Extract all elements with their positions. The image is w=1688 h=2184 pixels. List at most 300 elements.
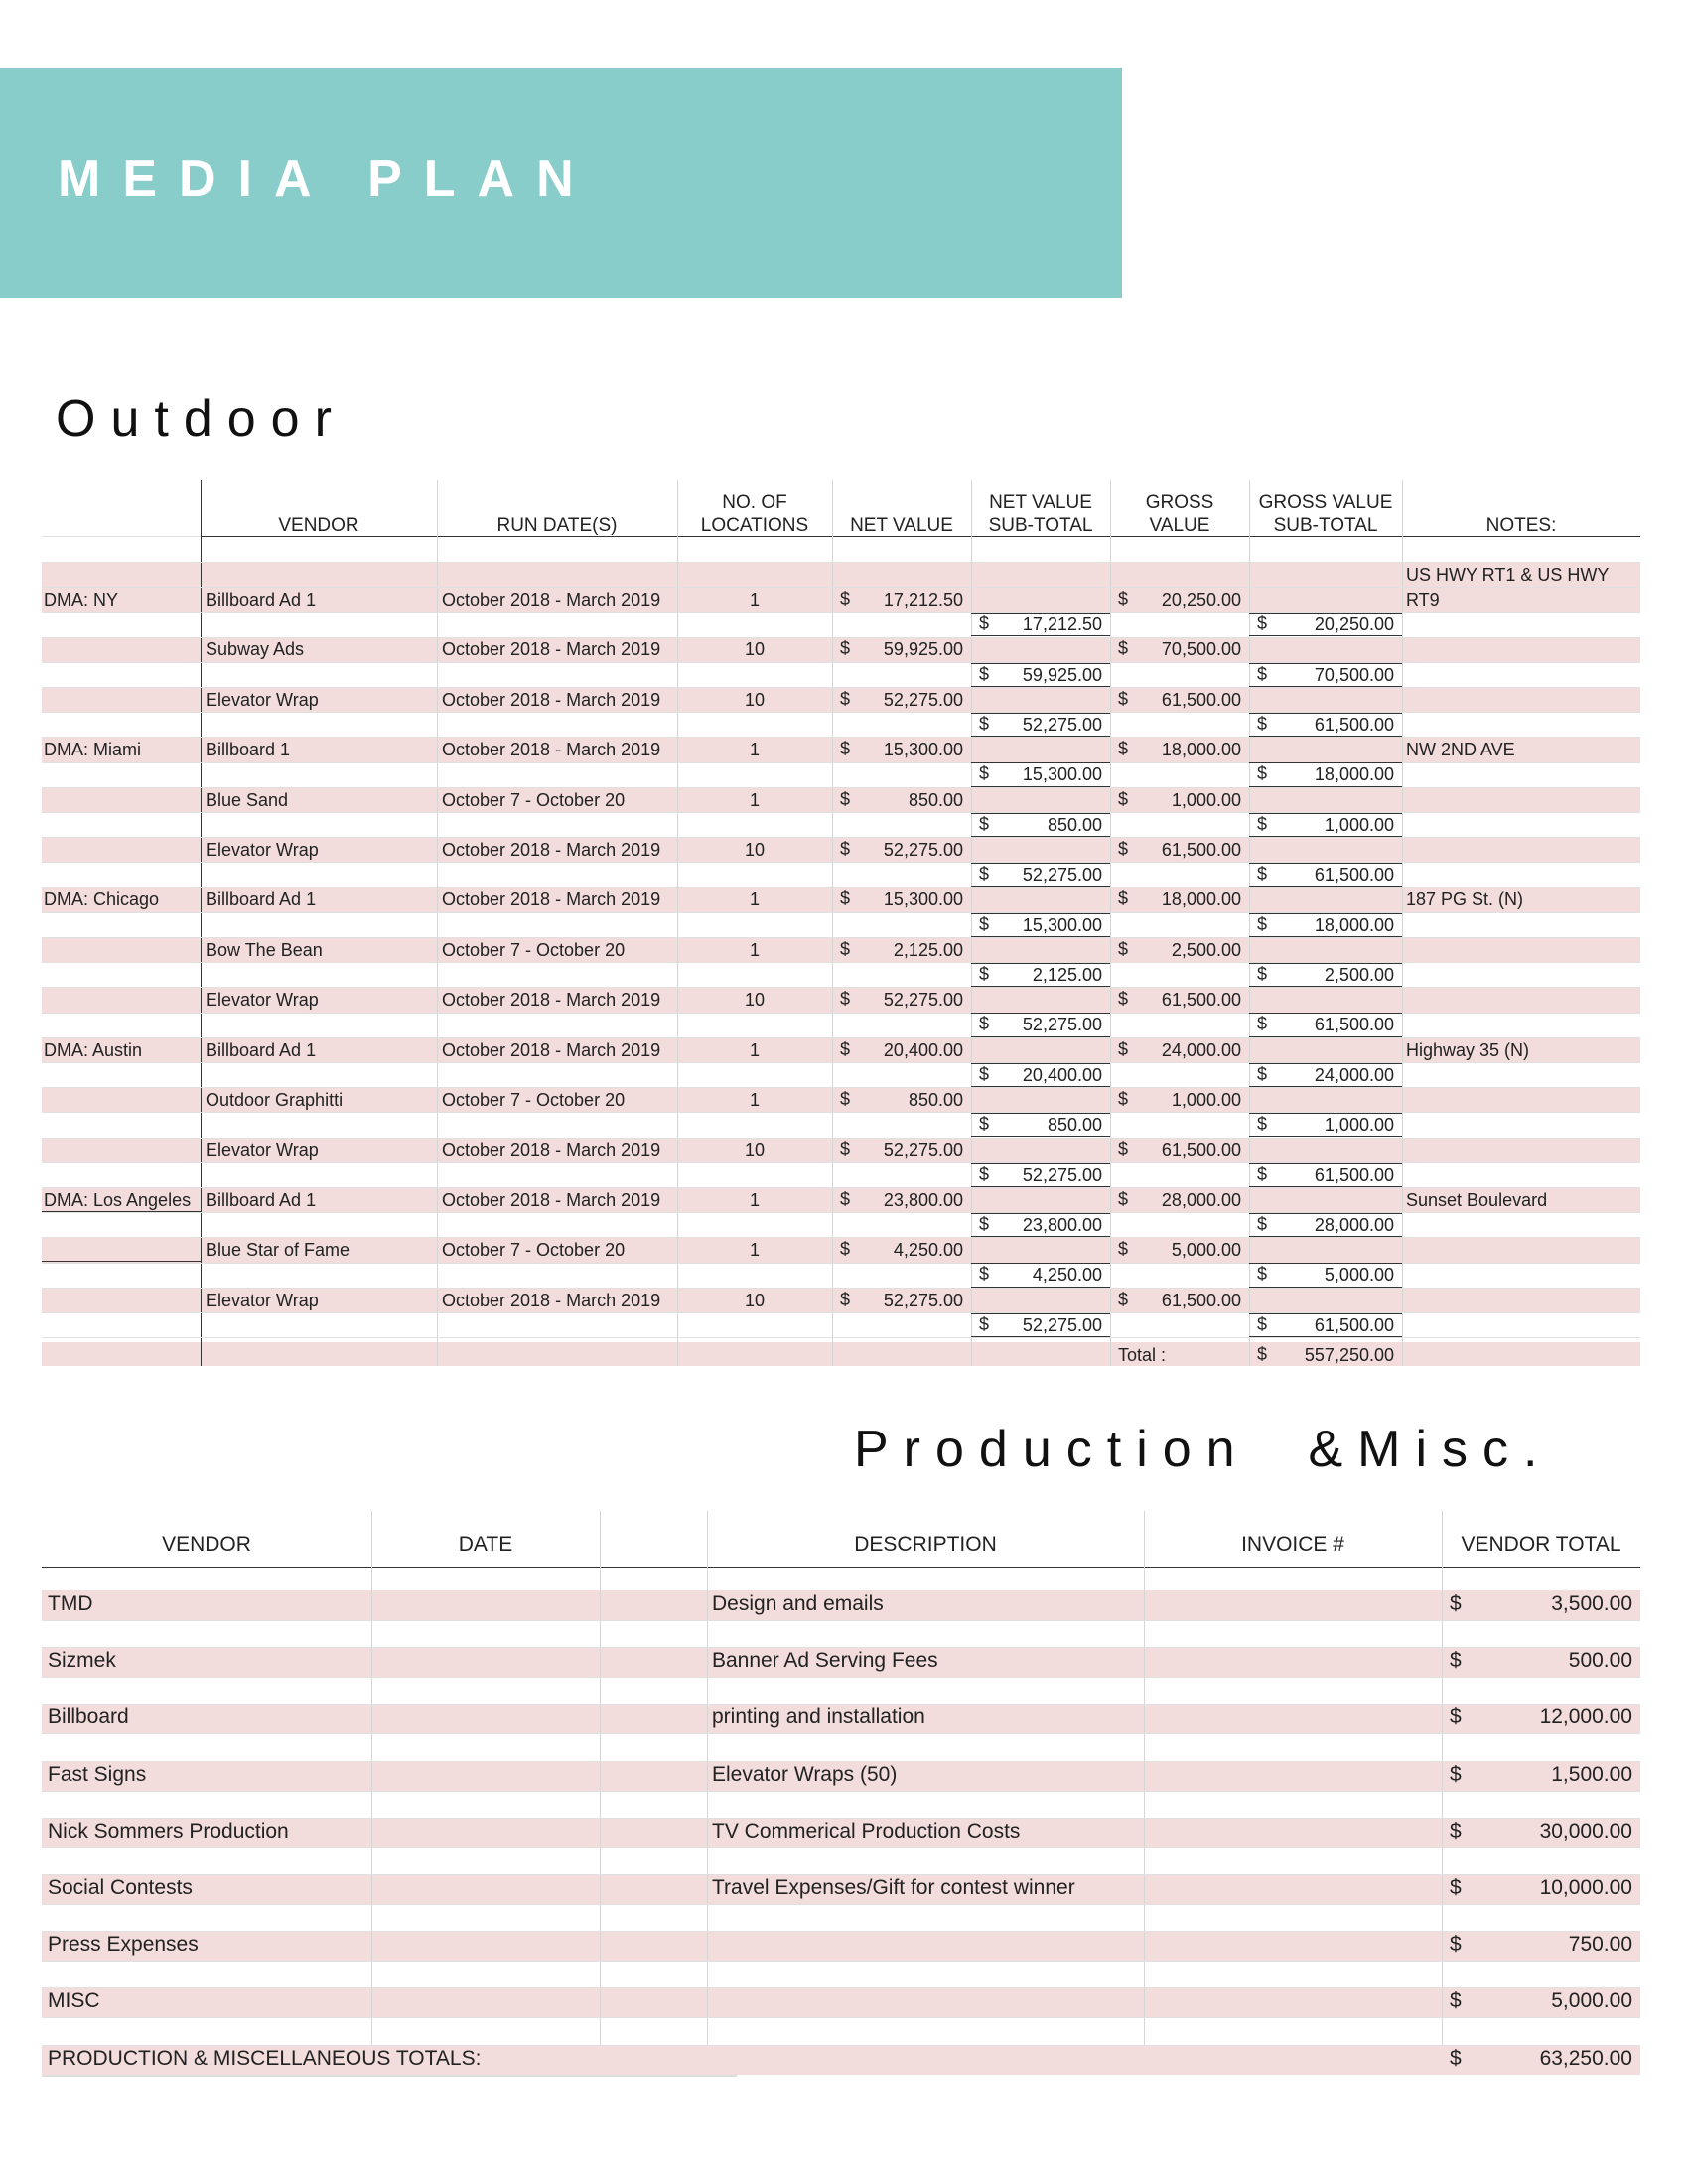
net-sub-currency: $ [979,1114,990,1135]
prod-vendor-total: 1,500.00 [1551,1762,1632,1786]
run-dates: October 7 - October 20 [442,789,626,810]
prod-description: Travel Expenses/Gift for contest winner [712,1876,1075,1899]
gross-subtotal-box [1249,613,1402,614]
net-subtotal-box [971,813,1110,814]
run-dates: October 2018 - March 2019 [442,990,661,1011]
gross-subtotal-underline [1249,986,1402,987]
gross-value: 61,500.00 [1161,689,1241,710]
location-count: 10 [744,689,766,710]
location-count: 1 [749,740,760,760]
prod-vendor: Fast Signs [48,1762,147,1786]
gross-subtotal-underline [1249,886,1402,887]
net-value: 52,275.00 [883,1140,963,1160]
prod-totals-currency: $ [1450,2046,1462,2070]
gross-sub-currency: $ [1257,1163,1268,1184]
header-notes: NOTES: [1485,515,1557,536]
prod-vendor: TMD [48,1592,93,1615]
gross-subtotal: 61,500.00 [1314,1314,1394,1335]
net-currency: $ [840,638,851,659]
gross-sub-currency: $ [1257,1014,1268,1034]
dma-underline [42,1211,201,1212]
gross-subtotal-underline [1249,1236,1402,1237]
prod-row-divider [42,1961,1640,1962]
prod-vendor: Billboard [48,1706,129,1729]
gross-value: 61,500.00 [1161,990,1241,1011]
net-sub-currency: $ [979,964,990,984]
gross-subtotal-underline [1249,936,1402,937]
net-value: 850.00 [908,1090,963,1110]
total-currency: $ [1257,1344,1268,1364]
location-count: 10 [744,1290,766,1310]
row-divider [42,562,1640,563]
gross-subtotal-box [1249,663,1402,664]
net-value: 850.00 [908,789,963,810]
gross-subtotal-box [1249,1063,1402,1064]
gross-value: 61,500.00 [1161,1140,1241,1160]
header-prod-vendor-total: VENDOR TOTAL [1461,1533,1621,1556]
gross-subtotal-underline [1249,635,1402,636]
run-dates: October 7 - October 20 [442,1240,626,1261]
net-sub-currency: $ [979,1014,990,1034]
header-gross-subtotal [1249,491,1402,537]
header-divider [42,536,201,537]
prod-vendor-total: 10,000.00 [1539,1876,1632,1899]
net-currency: $ [840,1038,851,1059]
gross-currency: $ [1118,888,1129,909]
prod-row-divider [42,1791,1640,1792]
net-currency: $ [840,1289,851,1309]
gross-subtotal: 1,000.00 [1324,1115,1394,1136]
vendor-name: Bow The Bean [206,939,323,960]
gross-sub-currency: $ [1257,1063,1268,1084]
net-subtotal: 23,800.00 [1022,1215,1102,1235]
gross-subtotal-underline [1249,1186,1402,1187]
dma-label: DMA: Chicago [44,889,160,910]
dma-label: DMA: Los Angeles [44,1189,192,1210]
vendor-name: Outdoor Graphitti [206,1090,344,1110]
gross-currency: $ [1118,1038,1129,1059]
header-prod-date: DATE [458,1533,513,1556]
column-divider [1402,480,1403,1366]
run-dates: October 2018 - March 2019 [442,639,661,660]
net-sub-currency: $ [979,813,990,834]
header-prod-invoice: INVOICE # [1241,1533,1344,1556]
vendor-name: Billboard Ad 1 [206,1039,317,1060]
run-dates: October 2018 - March 2019 [442,1290,661,1310]
run-dates: October 7 - October 20 [442,939,626,960]
gross-sub-currency: $ [1257,1214,1268,1234]
net-subtotal: 52,275.00 [1022,1015,1102,1035]
net-subtotal-underline [971,1336,1110,1337]
notes: NW 2ND AVE [1406,740,1515,760]
header-prod-vendor: VENDOR [162,1533,251,1556]
header-net-subtotal [971,491,1110,537]
gross-subtotal-box [1249,1163,1402,1164]
net-subtotal-box [971,762,1110,763]
net-value: 59,925.00 [883,639,963,660]
net-value: 52,275.00 [883,1290,963,1310]
prod-row-divider [42,1704,1640,1705]
prod-row-divider [42,1847,1640,1848]
gross-subtotal: 61,500.00 [1314,865,1394,886]
net-value: 4,250.00 [893,1240,963,1261]
total-label: Total : [1118,1345,1167,1365]
header-run-dates: RUN DATE(S) [496,515,618,536]
gross-sub-currency: $ [1257,614,1268,634]
net-subtotal-underline [971,936,1110,937]
vendor-name: Elevator Wrap [206,689,319,710]
run-dates: October 2018 - March 2019 [442,590,661,610]
gross-subtotal: 28,000.00 [1314,1215,1394,1235]
net-subtotal-underline [971,1236,1110,1237]
location-count: 1 [749,1090,760,1110]
net-sub-currency: $ [979,1214,990,1234]
notes-line2: RT9 [1406,590,1440,610]
run-dates: October 2018 - March 2019 [442,840,661,860]
net-subtotal-underline [971,1287,1110,1288]
net-currency: $ [840,688,851,709]
prod-row-divider [42,1620,1640,1621]
header-gross-l2: VALUE [1149,515,1210,536]
vendor-name: Blue Sand [206,789,289,810]
gross-currency: $ [1118,1239,1129,1260]
header-locations-l1: NO. OF [722,492,787,513]
notes: US HWY RT1 & US HWY [1406,565,1610,585]
net-sub-currency: $ [979,763,990,784]
header-locations [677,491,832,537]
prod-vendor-total: 750.00 [1568,1933,1632,1957]
gross-subtotal: 20,250.00 [1314,614,1394,635]
net-subtotal-box [971,1113,1110,1114]
gross-subtotal-box [1249,863,1402,864]
net-subtotal-underline [971,886,1110,887]
production-heading: Production &Misc. [854,1421,1553,1478]
prod-vendor: Nick Sommers Production [48,1819,289,1843]
run-dates: October 2018 - March 2019 [442,689,661,710]
net-subtotal: 20,400.00 [1022,1064,1102,1085]
gross-subtotal-underline [1249,786,1402,787]
gross-value: 61,500.00 [1161,1290,1241,1310]
prod-description: Banner Ad Serving Fees [712,1649,938,1673]
gross-currency: $ [1118,1139,1129,1160]
location-count: 1 [749,889,760,910]
net-subtotal-box [971,663,1110,664]
location-count: 10 [744,990,766,1011]
prod-currency: $ [1450,1933,1462,1957]
gross-subtotal-box [1249,813,1402,814]
prod-row-divider [42,1987,1640,1988]
dma-label: DMA: NY [44,590,119,610]
prod-description: printing and installation [712,1706,925,1729]
prod-row-divider [42,1818,1640,1819]
prod-description: TV Commerical Production Costs [712,1819,1021,1843]
net-sub-currency: $ [979,1063,990,1084]
net-sub-currency: $ [979,714,990,734]
header-prod-description: DESCRIPTION [854,1533,997,1556]
gross-currency: $ [1118,788,1129,809]
gross-subtotal-underline [1249,1336,1402,1337]
gross-value: 5,000.00 [1171,1240,1241,1261]
gross-currency: $ [1118,839,1129,859]
header-gross-sub-l2: SUB-TOTAL [1273,515,1378,536]
net-subtotal-box [971,1313,1110,1314]
location-count: 1 [749,939,760,960]
net-subtotal: 4,250.00 [1032,1265,1102,1286]
prod-currency: $ [1450,1989,1462,2013]
vendor-name: Elevator Wrap [206,840,319,860]
notes: Highway 35 (N) [1406,1039,1530,1060]
net-subtotal: 52,275.00 [1022,1314,1102,1335]
prod-column-divider [600,1511,601,2045]
net-subtotal-box [971,1013,1110,1014]
run-dates: October 2018 - March 2019 [442,1140,661,1160]
gross-subtotal: 2,500.00 [1324,965,1394,985]
net-currency: $ [840,888,851,909]
prod-column-divider [371,1511,372,2045]
net-subtotal: 15,300.00 [1022,764,1102,785]
prod-row-divider [42,1733,1640,1734]
gross-value: 61,500.00 [1161,840,1241,860]
gross-subtotal: 61,500.00 [1314,715,1394,735]
prod-vendor: Sizmek [48,1649,116,1673]
prod-vendor-total: 3,500.00 [1551,1592,1632,1615]
prod-column-divider [707,1511,708,2045]
gross-sub-currency: $ [1257,714,1268,734]
prod-description: Elevator Wraps (50) [712,1762,898,1786]
gross-subtotal-underline [1249,1036,1402,1037]
net-subtotal-underline [971,1186,1110,1187]
gross-currency: $ [1118,938,1129,959]
gross-sub-currency: $ [1257,913,1268,934]
header-net-sub-l1: NET VALUE [989,492,1092,513]
vendor-name: Elevator Wrap [206,990,319,1011]
net-subtotal: 850.00 [1047,814,1102,835]
gross-sub-currency: $ [1257,964,1268,984]
vendor-name: Billboard Ad 1 [206,590,317,610]
net-value: 52,275.00 [883,689,963,710]
net-subtotal-underline [971,736,1110,737]
gross-sub-currency: $ [1257,813,1268,834]
location-count: 1 [749,1189,760,1210]
net-currency: $ [840,739,851,759]
net-value: 17,212.50 [883,590,963,610]
column-divider [201,480,202,1366]
gross-value: 2,500.00 [1171,939,1241,960]
gross-subtotal: 5,000.00 [1324,1265,1394,1286]
net-subtotal-box [971,1163,1110,1164]
vendor-name: Elevator Wrap [206,1290,319,1310]
net-currency: $ [840,1239,851,1260]
dma-underline-2 [42,1261,201,1262]
header-underline [201,536,1640,537]
gross-currency: $ [1118,1188,1129,1209]
prod-row-divider [42,1874,1640,1875]
gross-value: 18,000.00 [1161,740,1241,760]
total-band [42,1342,1640,1366]
net-value: 20,400.00 [883,1039,963,1060]
net-subtotal-box [971,1063,1110,1064]
gross-subtotal: 24,000.00 [1314,1064,1394,1085]
notes: 187 PG St. (N) [1406,889,1524,910]
gross-subtotal-box [1249,913,1402,914]
net-subtotal-underline [971,786,1110,787]
location-count: 10 [744,639,766,660]
prod-header-underline [42,1567,1640,1568]
net-subtotal: 59,925.00 [1022,664,1102,685]
location-count: 1 [749,1240,760,1261]
net-subtotal: 15,300.00 [1022,914,1102,935]
dma-label: DMA: Miami [44,740,141,760]
dma-label: DMA: Austin [44,1039,143,1060]
net-subtotal-box [971,863,1110,864]
gross-currency: $ [1118,688,1129,709]
gross-value: 1,000.00 [1171,1090,1241,1110]
prod-totals-value: 63,250.00 [1539,2046,1632,2070]
gross-subtotal-underline [1249,1086,1402,1087]
header-net-sub-l2: SUB-TOTAL [988,515,1093,536]
location-count: 1 [749,1039,760,1060]
total-value: 557,250.00 [1304,1345,1394,1365]
net-sub-currency: $ [979,1313,990,1334]
gross-sub-currency: $ [1257,864,1268,885]
net-sub-currency: $ [979,614,990,634]
column-divider [437,480,438,1366]
prod-row-band [42,1987,1640,2017]
prod-row-divider [42,1904,1640,1905]
gross-subtotal-box [1249,1213,1402,1214]
location-count: 10 [744,1140,766,1160]
net-currency: $ [840,989,851,1010]
net-subtotal-underline [971,836,1110,837]
gross-subtotal: 61,500.00 [1314,1164,1394,1185]
vendor-name: Elevator Wrap [206,1140,319,1160]
vendor-name: Subway Ads [206,639,305,660]
run-dates: October 7 - October 20 [442,1090,626,1110]
production-table [42,1511,1640,2077]
net-subtotal-box [971,713,1110,714]
location-count: 10 [744,840,766,860]
run-dates: October 2018 - March 2019 [442,889,661,910]
net-subtotal-box [971,913,1110,914]
gross-subtotal-box [1249,1313,1402,1314]
net-subtotal: 2,125.00 [1032,965,1102,985]
column-divider [677,480,678,1366]
net-subtotal-underline [971,986,1110,987]
net-currency: $ [840,1139,851,1160]
prod-vendor-total: 12,000.00 [1539,1706,1632,1729]
net-currency: $ [840,1089,851,1109]
gross-subtotal-box [1249,963,1402,964]
net-currency: $ [840,1188,851,1209]
gross-currency: $ [1118,1289,1129,1309]
gross-subtotal-underline [1249,1136,1402,1137]
net-subtotal: 52,275.00 [1022,1164,1102,1185]
vendor-name: Blue Star of Fame [206,1240,351,1261]
net-sub-currency: $ [979,663,990,684]
prod-vendor: Social Contests [48,1876,193,1899]
gross-subtotal-underline [1249,1287,1402,1288]
column-divider [1110,480,1111,1366]
net-subtotal: 52,275.00 [1022,865,1102,886]
gross-subtotal: 18,000.00 [1314,764,1394,785]
header-vendor: VENDOR [278,515,359,536]
gross-subtotal-box [1249,1113,1402,1114]
column-divider [832,480,833,1366]
gross-currency: $ [1118,589,1129,609]
gross-currency: $ [1118,739,1129,759]
prod-vendor-total: 30,000.00 [1539,1819,1632,1843]
prod-currency: $ [1450,1592,1462,1615]
prod-description: Design and emails [712,1592,884,1615]
net-subtotal: 17,212.50 [1022,614,1102,635]
net-value: 15,300.00 [883,740,963,760]
page-title: MEDIA PLAN [58,150,596,207]
prod-vendor-total: 500.00 [1568,1649,1632,1673]
net-currency: $ [840,839,851,859]
net-currency: $ [840,589,851,609]
net-value: 23,800.00 [883,1189,963,1210]
net-subtotal-underline [971,635,1110,636]
row-divider [42,1337,1640,1338]
gross-subtotal-underline [1249,736,1402,737]
net-sub-currency: $ [979,1163,990,1184]
prod-vendor: Press Expenses [48,1933,199,1957]
gross-subtotal: 61,500.00 [1314,1015,1394,1035]
gross-value: 28,000.00 [1161,1189,1241,1210]
prod-row-divider [42,1647,1640,1648]
gross-value: 1,000.00 [1171,789,1241,810]
location-count: 1 [749,590,760,610]
gross-sub-currency: $ [1257,763,1268,784]
gross-sub-currency: $ [1257,1264,1268,1285]
gross-currency: $ [1118,1089,1129,1109]
vendor-name: Billboard 1 [206,740,291,760]
header-gross-sub-l1: GROSS VALUE [1258,492,1393,513]
net-sub-currency: $ [979,913,990,934]
gross-currency: $ [1118,989,1129,1010]
run-dates: October 2018 - March 2019 [442,1189,661,1210]
prod-row-divider [42,1931,1640,1932]
gross-sub-currency: $ [1257,663,1268,684]
gross-currency: $ [1118,638,1129,659]
prod-currency: $ [1450,1876,1462,1899]
header-gross-value [1110,491,1249,537]
notes: Sunset Boulevard [1406,1189,1548,1210]
prod-column-divider [1442,1511,1443,2045]
prod-currency: $ [1450,1706,1462,1729]
net-subtotal-underline [971,1136,1110,1137]
net-subtotal-box [971,613,1110,614]
net-sub-currency: $ [979,1264,990,1285]
prod-currency: $ [1450,1819,1462,1843]
gross-subtotal-underline [1249,836,1402,837]
gross-sub-currency: $ [1257,1313,1268,1334]
prod-totals-label: PRODUCTION & MISCELLANEOUS TOTALS: [48,2046,482,2070]
row-band-top [42,562,1640,588]
net-subtotal-underline [971,686,1110,687]
prod-vendor-total: 5,000.00 [1551,1989,1632,2013]
gross-subtotal: 70,500.00 [1314,664,1394,685]
gross-subtotal-box [1249,1013,1402,1014]
location-count: 1 [749,789,760,810]
outdoor-table [42,480,1640,1384]
gross-value: 24,000.00 [1161,1039,1241,1060]
run-dates: October 2018 - March 2019 [442,1039,661,1060]
prod-row-divider [42,1761,1640,1762]
header-net-value: NET VALUE [850,515,953,536]
net-subtotal-box [971,963,1110,964]
prod-vendor: MISC [48,1989,100,2013]
